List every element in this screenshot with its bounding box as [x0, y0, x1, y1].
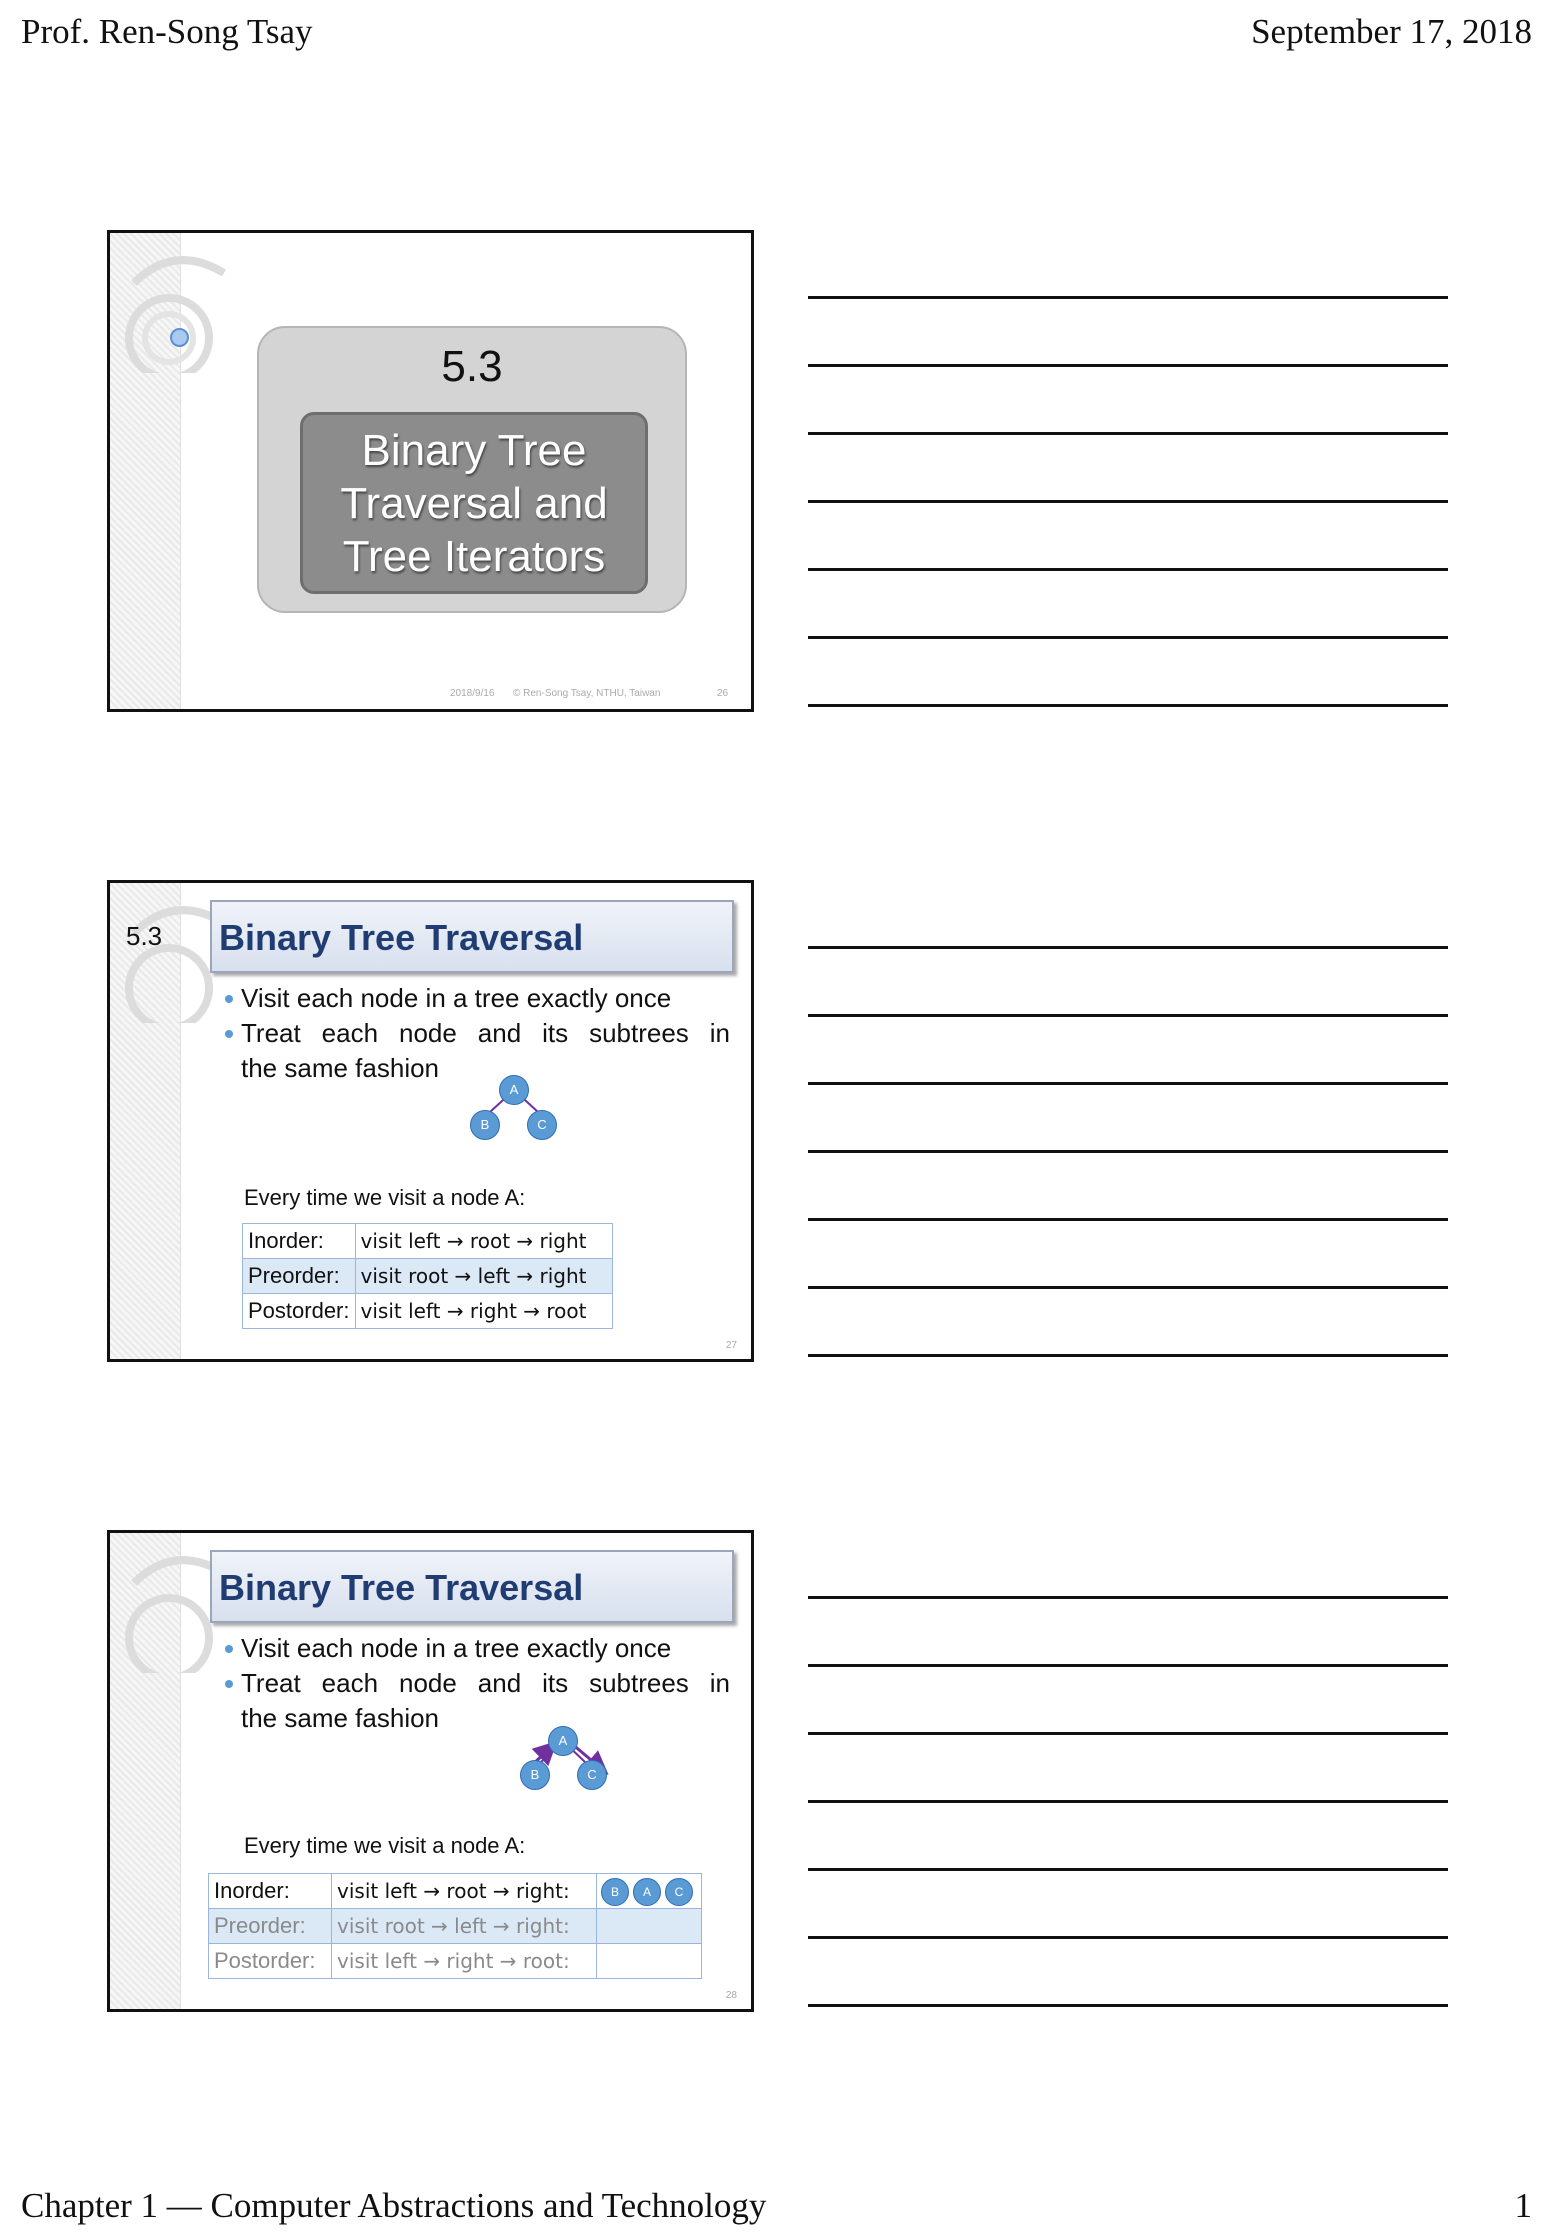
section-number: 5.3	[441, 342, 503, 391]
inorder-result	[597, 1874, 702, 1909]
bullet-item: Visit each node in a tree exactly once	[222, 1631, 730, 1666]
section-number: 5.3	[126, 921, 163, 951]
tree-node-root: A	[548, 1726, 578, 1756]
slide-3-thumbnail	[107, 1530, 754, 2012]
every-time-label: Every time we visit a node A:	[244, 1833, 526, 1858]
result-node: B	[601, 1878, 629, 1906]
slide-page-number: 26	[717, 688, 729, 699]
bullet-item: Treat each node and its subtrees in	[222, 1016, 730, 1051]
result-cell-empty	[597, 1944, 702, 1979]
traversal-table	[208, 1873, 702, 1979]
row-label: Postorder:	[243, 1294, 356, 1329]
row-value: visit left → root → right	[355, 1224, 612, 1259]
row-value: visit left → right → root:	[332, 1944, 597, 1979]
slide-2-thumbnail	[107, 880, 754, 1362]
bullet-item: Visit each node in a tree exactly once	[222, 981, 730, 1016]
result-node: A	[633, 1878, 661, 1906]
bullet-item: Treat each node and its subtrees in	[222, 1666, 730, 1701]
row-value: visit root → left → right:	[332, 1909, 597, 1944]
footer-chapter: Chapter 1 — Computer Abstractions and Technology	[21, 2186, 767, 2225]
header-author: Prof. Ren-Song Tsay	[21, 12, 313, 51]
row-value: visit root → left → right	[355, 1259, 612, 1294]
notes-lines-2	[808, 946, 1448, 1422]
notes-lines-3	[808, 1596, 1448, 2072]
slide-title	[300, 412, 648, 594]
title-line-2: Traversal and	[340, 478, 608, 528]
table-row	[243, 1294, 613, 1329]
bullet-continuation: the same fashion	[241, 1703, 440, 1733]
table-row	[243, 1259, 613, 1294]
header-date: September 17, 2018	[1251, 12, 1532, 51]
table-row	[209, 1944, 702, 1979]
tree-node-right: C	[577, 1760, 607, 1790]
slide-title: Binary Tree Traversal	[219, 1567, 584, 1608]
row-label: Inorder:	[209, 1874, 332, 1909]
swirl-decoration-icon	[114, 243, 244, 373]
bubble-decoration-icon	[170, 328, 189, 347]
row-label: Postorder:	[209, 1944, 332, 1979]
row-label: Preorder:	[209, 1909, 332, 1944]
slide-footer-date: 2018/9/16	[450, 688, 495, 699]
every-time-label: Every time we visit a node A:	[244, 1185, 526, 1210]
title-line-1: Binary Tree	[361, 425, 587, 475]
table-row	[209, 1909, 702, 1944]
slide-footer-copyright: © Ren-Song Tsay, NTHU, Taiwan	[513, 688, 661, 699]
slide-1-thumbnail	[107, 230, 754, 712]
bullet-continuation: the same fashion	[241, 1053, 440, 1083]
slide-page-number: 28	[725, 1990, 737, 2001]
table-row	[243, 1224, 613, 1259]
row-label: Preorder:	[243, 1259, 356, 1294]
title-box	[257, 326, 687, 613]
slide-title: Binary Tree Traversal	[219, 917, 584, 958]
slide-page-number: 27	[725, 1340, 737, 1351]
tree-node-right: C	[527, 1110, 557, 1140]
title-line-3: Tree Iterators	[342, 531, 606, 581]
result-node: C	[665, 1878, 693, 1906]
table-row	[209, 1874, 702, 1909]
row-label: Inorder:	[243, 1224, 356, 1259]
traversal-table	[242, 1223, 613, 1329]
tree-node-root: A	[499, 1075, 529, 1105]
tree-node-left: B	[470, 1110, 500, 1140]
row-value: visit left → root → right:	[332, 1874, 597, 1909]
footer-page-number: 1	[1514, 2186, 1532, 2225]
result-cell-empty	[597, 1909, 702, 1944]
tree-node-left: B	[520, 1760, 550, 1790]
notes-lines-1	[808, 296, 1448, 772]
row-value: visit left → right → root	[355, 1294, 612, 1329]
